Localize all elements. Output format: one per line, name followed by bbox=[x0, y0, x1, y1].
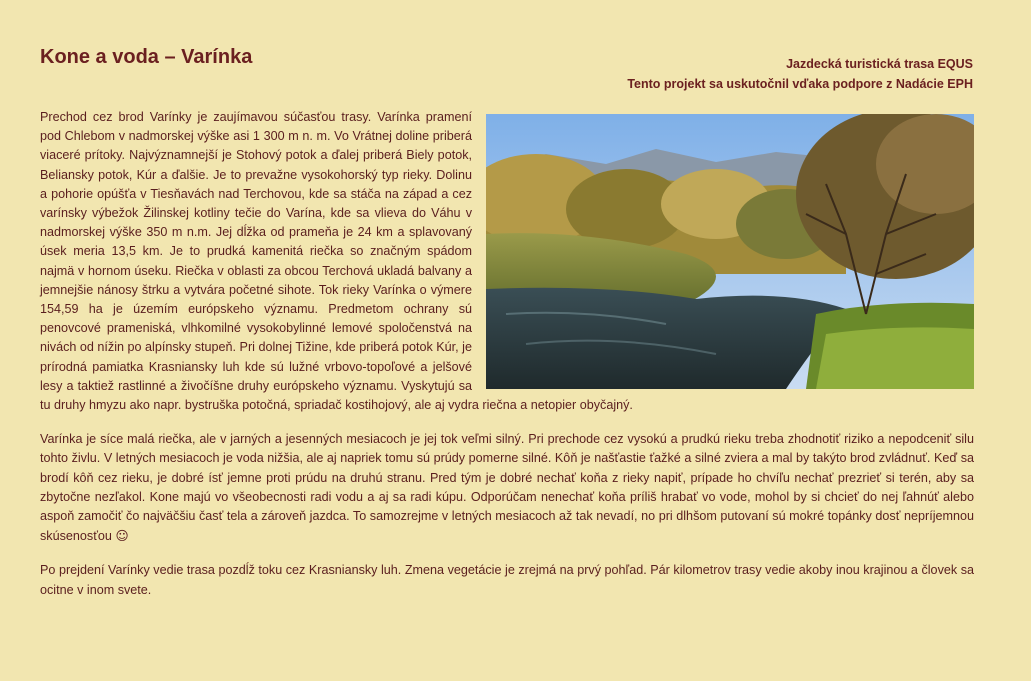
paragraph-1: Prechod cez brod Varínky je zaujímavou súčasťou trasy. Varínka pramení pod Chlebom v nadmorskej výške asi 1 300 m n. m. Vo Vrátnej doline priberá viaceré prítoky. Najvýznamnejší je Stohový potok a ďalej priberá Biely potok, Beliansky potok, Kúr a ďalšie. Je to prevažne vysokohorský typ rieky. Dolinu a pohorie opúšťa v Tiesňavách nad Terchovou, kde sa stáča na západ a cez varínsky výbežok Žilinskej kotliny tečie do Varína, kde sa vlieva do Váhu v nadmorskej výške 350 m n.m. Jej dĺžka od prameňa je 24 km a splavovaný úsek meria 13,5 km. Je to prudká kamenitá riečka so značným spádom najmä v hornom úseku. Riečka v oblasti za obcou Terchová ukladá balvany a jemnejšie nánosy štrku a vytvára početné sihote. Tok rieky Varínka o výmere 154,59 ha je územím európskeho významu. Predmetom ochrany sú penovcové prameniská, vlhkomilné vysokobylinné lemové spoločenstvá na nivách od nížin po alpínsky stupeň. Pri dolnej Tižine, kde priberá potok Kúr, je prírodná pamiatka Krasniansky luh kde sú lužné vrbovo-topoľové a jelšové lesy a taktiež rastlinné a živočíšne druhy európskeho významu. Vyskytujú sa tu druhy hmyzu ako napr. bystruška potočná, spriadač kostihojový, ale aj vydra riečna a netopier obyčajný. bbox=[40, 110, 633, 413]
smiley-icon: ☺ bbox=[115, 528, 129, 544]
paragraph-2-text: Varínka je síce malá riečka, ale v jarných a jesenných mesiacoch je jej tok veľmi silný. Pri prechode cez vysokú a prudkú rieku treba zhodnotiť riziko a nepodceniť silu tohto živlu. V letných mesiacoch je voda nižšia, ale aj napriek tomu sú prúdy pomerne silné. Kôň je našťastie ťažké a silné zviera a mal by takýto brod zvládnuť. Keď sa brodí kôň cez rieku, je dobré ísť jemne proti prúdu na druhú stranu. Pred tým je dobré nechať koňa z rieky napiť, prípade ho chvíľu nechať prezrieť si terén, aby sa zbytočne nezľakol. Kone majú vo všeobecnosti radi vodu a aj sa radi kúpu. Odporúčam nenechať koňa príliš hrabať vo vode, mohol by si chcieť do nej ľahnúť alebo aspoň zamočiť čo najväčšiu časť tela a zároveň jazdca. To samozrejme v letných mesiacoch až tak nevadí, no pri dlhšom putovaní sú mokré topánky dosť nepríjemnou skúsenosťou bbox=[40, 432, 974, 544]
sponsor-note: Tento projekt sa uskutočnil vďaka podpore z Nadácie EPH bbox=[627, 77, 973, 91]
river-photo bbox=[486, 114, 974, 389]
paragraph-2 bbox=[40, 430, 974, 546]
river-photo-illustration bbox=[486, 114, 974, 389]
route-name: Jazdecká turistická trasa EQUS bbox=[786, 57, 973, 71]
article-body bbox=[40, 108, 974, 615]
project-info bbox=[627, 54, 973, 94]
paragraph-3: Po prejdení Varínky vedie trasa pozdĺž toku cez Krasniansky luh. Zmena vegetácie je zrejmá na prvý pohľad. Pár kilometrov trasy vedie akoby inou krajinou a človek sa ocitne v inom svete. bbox=[40, 563, 974, 597]
page-title: Kone a voda – Varínka bbox=[40, 46, 253, 68]
